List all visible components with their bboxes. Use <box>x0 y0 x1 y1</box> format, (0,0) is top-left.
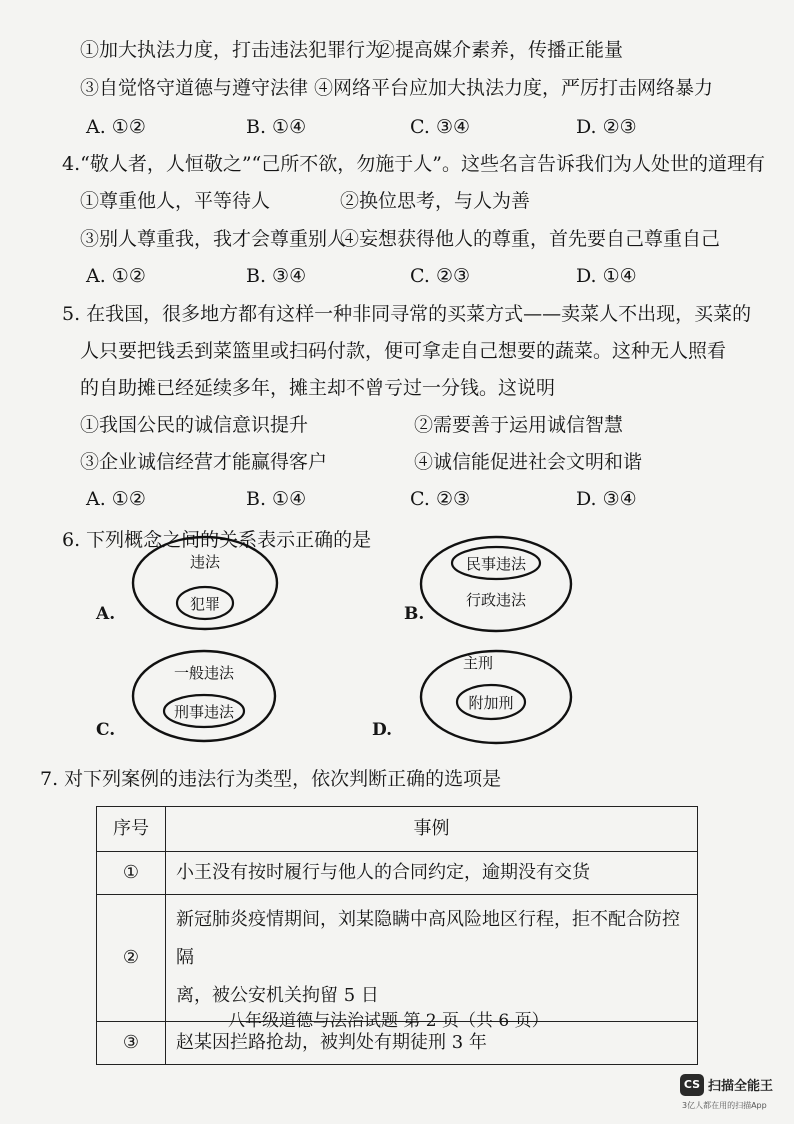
q5-choice-a: A. ①② <box>86 488 146 510</box>
scanner-app-name: 扫描全能王 <box>708 1079 774 1094</box>
row-number: ③ <box>97 1022 166 1065</box>
inner-label: 附加刑 <box>468 694 514 712</box>
outer-ellipse <box>133 537 277 629</box>
q5-stem-line-2: 人只要把钱丢到菜篮里或扫码付款，便可拿走自己想要的蔬菜。这种无人照看 <box>80 340 727 362</box>
q6-option-d-letter: D. <box>372 720 393 740</box>
q6-diagram-b <box>418 534 574 634</box>
q5-option-2: ②需要善于运用诚信智慧 <box>414 414 624 436</box>
row-case-text <box>166 895 698 1022</box>
header-case: 事例 <box>166 807 698 852</box>
q3-option-2: ②提高媒介素养，传播正能量 <box>376 39 624 61</box>
row-number: ② <box>97 895 166 1022</box>
q3-option-1: ①加大执法力度，打击违法犯罪行为 <box>80 39 385 61</box>
q5-stem-line-1: 5. 在我国，很多地方都有这样一种非同寻常的买菜方式——卖菜人不出现，买菜的 <box>62 303 752 325</box>
q4-choice-d: D. ①④ <box>576 265 637 287</box>
q3-choice-d: D. ②③ <box>576 116 637 138</box>
outer-ellipse <box>421 537 571 631</box>
q5-option-4: ④诚信能促进社会文明和谐 <box>414 451 643 473</box>
outer-label: 行政违法 <box>465 591 527 609</box>
q4-option-2: ②换位思考，与人为善 <box>340 190 531 212</box>
header-number: 序号 <box>97 807 166 852</box>
q6-diagram-d <box>418 648 574 746</box>
inner-label: 犯罪 <box>189 595 221 613</box>
scanner-tagline: 3亿人都在用的扫描App <box>682 1101 767 1110</box>
q5-option-1: ①我国公民的诚信意识提升 <box>80 414 309 436</box>
camscanner-logo: CS <box>680 1074 704 1096</box>
q3-choice-a: A. ①② <box>86 116 146 138</box>
q6-diagram-c <box>130 648 278 744</box>
table-row <box>97 895 698 1022</box>
q5-option-3: ③企业诚信经营才能赢得客户 <box>80 451 328 473</box>
q3-choice-c: C. ③④ <box>410 116 471 138</box>
row-number: ① <box>97 852 166 895</box>
q4-stem: 4.“敬人者，人恒敬之”“己所不欲，勿施于人”。这些名言告诉我们为人处世的道理有 <box>62 153 765 175</box>
q5-choice-d: D. ③④ <box>576 488 637 510</box>
inner-label: 民事违法 <box>465 555 527 573</box>
q5-choice-b: B. ①④ <box>246 488 307 510</box>
row-case-text-line-1: 新冠肺炎疫情期间，刘某隐瞒中高风险地区行程，拒不配合防控隔 <box>176 909 680 968</box>
q3-option-3: ③自觉恪守道德与遵守法律 <box>80 77 309 99</box>
q6-option-a-letter: A. <box>96 604 116 624</box>
q4-choice-b: B. ③④ <box>246 265 307 287</box>
row-case-text: 小王没有按时履行与他人的合同约定，逾期没有交货 <box>166 852 698 895</box>
row-case-text-line-2: 离，被公安机关拘留 5 日 <box>176 985 379 1006</box>
table-header-row <box>97 807 698 852</box>
q7-stem: 7. 对下列案例的违法行为类型，依次判断正确的选项是 <box>40 768 502 790</box>
q6-diagram-a <box>130 534 280 632</box>
q6-option-b-letter: B. <box>404 604 425 624</box>
row-case-text: 赵某因拦路抢劫，被判处有期徒刑 3 年 <box>166 1022 698 1065</box>
q4-option-4: ④妄想获得他人的尊重，首先要自己尊重自己 <box>340 228 721 250</box>
q5-stem-line-3: 的自助摊已经延续多年，摊主却不曾亏过一分钱。这说明 <box>80 377 556 399</box>
q4-option-3: ③别人尊重我，我才会尊重别人 <box>80 228 347 250</box>
inner-label: 刑事违法 <box>173 703 235 721</box>
q6-stem: 6. 下列概念之间的关系表示正确的是 <box>62 529 372 551</box>
outer-label: 主刑 <box>462 654 494 672</box>
q3-choice-b: B. ①④ <box>246 116 307 138</box>
page-footer: 八年级道德与法治试题 第 2 页（共 6 页） <box>228 1011 549 1031</box>
q4-choice-a: A. ①② <box>86 265 146 287</box>
outer-label: 一般违法 <box>173 664 235 682</box>
table-row <box>97 852 698 895</box>
q5-choice-c: C. ②③ <box>410 488 471 510</box>
q4-option-1: ①尊重他人，平等待人 <box>80 190 271 212</box>
q4-choice-c: C. ②③ <box>410 265 471 287</box>
q3-option-4: ④网络平台应加大执法力度，严厉打击网络暴力 <box>314 77 714 99</box>
outer-label: 违法 <box>189 553 221 571</box>
q6-option-c-letter: C. <box>96 720 116 740</box>
